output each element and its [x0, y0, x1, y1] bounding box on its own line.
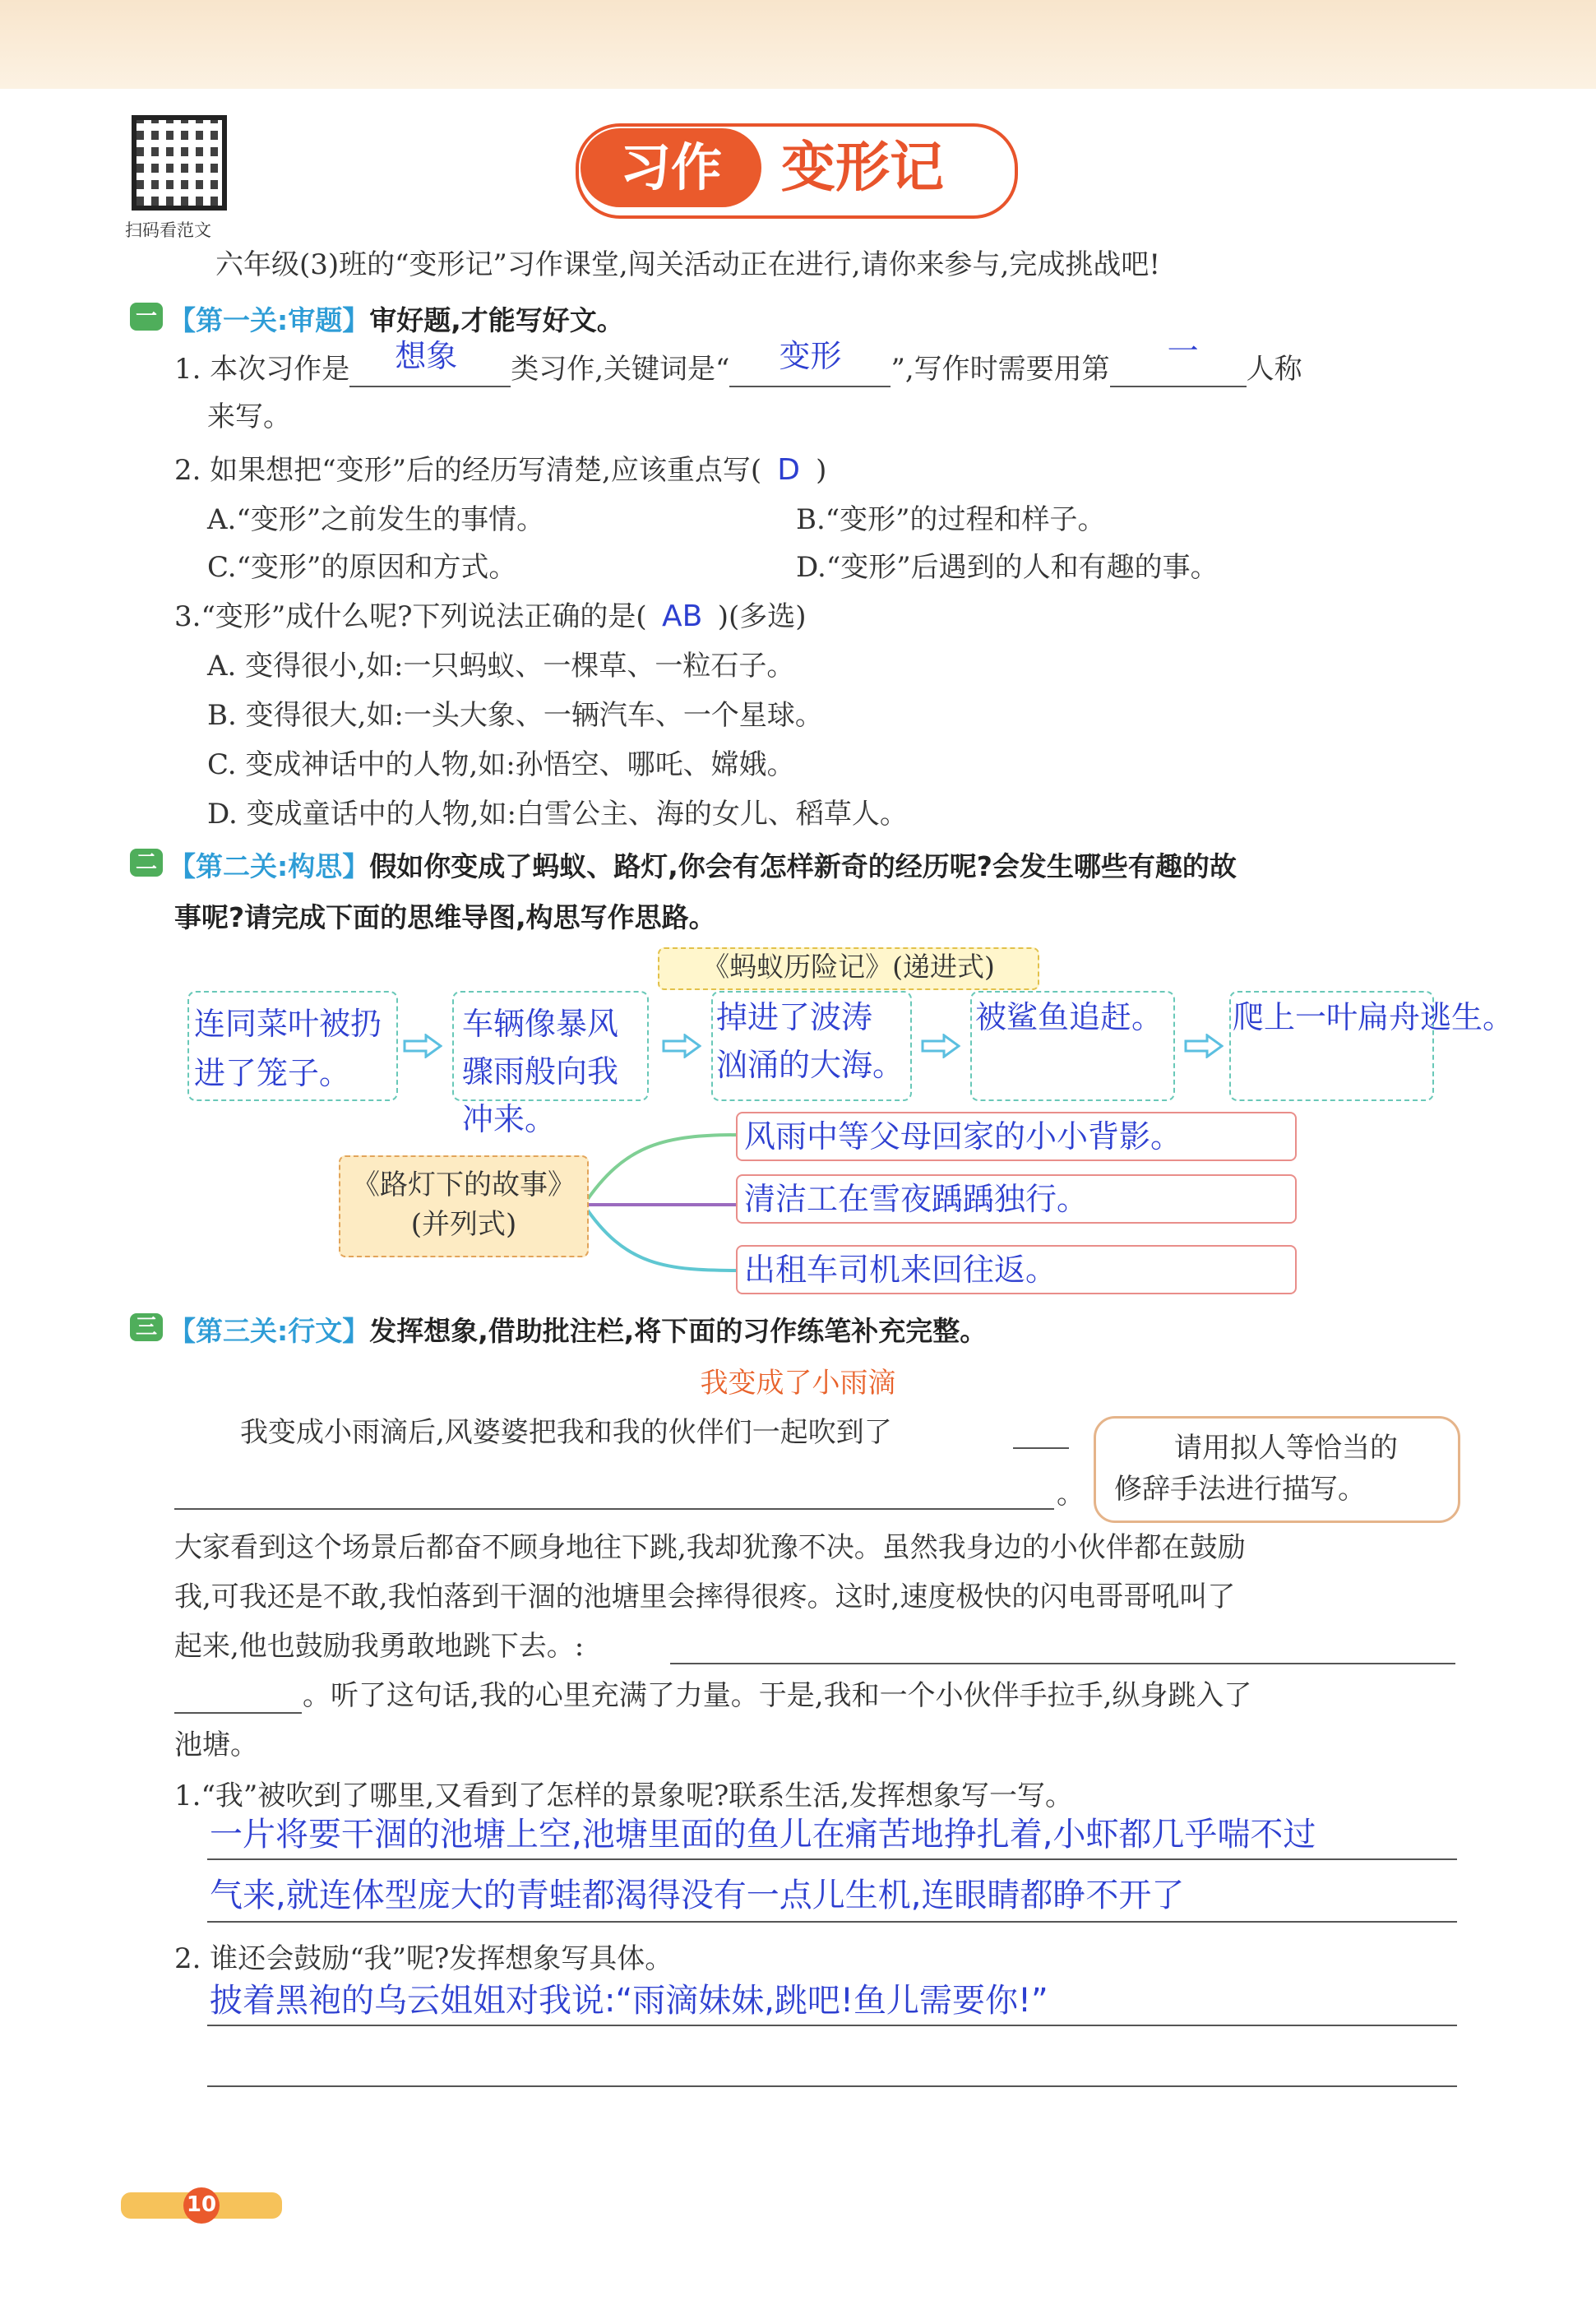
flow-box-1-line1: 连同菜叶被扔	[194, 1006, 382, 1042]
flow-box-2-line1: 车辆像暴风	[462, 1006, 619, 1042]
top-banner	[0, 0, 1596, 89]
q3-line	[174, 599, 807, 635]
page-number-badge	[119, 2187, 284, 2224]
q2-answer[interactable]: D	[777, 453, 800, 487]
comment-line-2: 修辞手法进行描写。	[1114, 1473, 1366, 1506]
q3-option-c: C. 变成神话中的人物,如:孙悟空、哪吒、嫦娥。	[207, 748, 795, 781]
q2-text: 2. 如果想把“变形”后的经历写清楚,应该重点写(	[174, 454, 762, 487]
s3-q2-rule-2[interactable]	[207, 2085, 1457, 2087]
essay-p2-line1: 大家看到这个场景后都奋不顾身地往下跳,我却犹豫不决。虽然我身边的小伙伴都在鼓励	[174, 1531, 1246, 1564]
center-node	[339, 1155, 589, 1257]
section3-tag: 【第三关:行文】	[169, 1315, 370, 1347]
flow-box-4-line1: 被鲨鱼追赶。	[975, 999, 1163, 1035]
s3-q2-answer: 披着黑袍的乌云姐姐对我说:“雨滴妹妹,跳吧!鱼儿需要你!”	[210, 1982, 1048, 2020]
comment-line-1: 请用拟人等恰当的	[1174, 1432, 1398, 1465]
title-right: 变形记	[781, 136, 944, 199]
q3-end: )(多选)	[717, 600, 807, 633]
essay-blank-1[interactable]	[1013, 1447, 1069, 1449]
s3-q1-rule-1[interactable]	[207, 1858, 1457, 1860]
essay-p1-end: 。	[1057, 1478, 1085, 1511]
essay-title: 我变成了小雨滴	[700, 1367, 896, 1400]
flow-box-2[interactable]	[452, 991, 649, 1137]
flow-box-4[interactable]	[970, 991, 1175, 1101]
q1-answer-1: 想象	[395, 338, 458, 374]
section3-text: 发挥想象,借助批注栏,将下面的习作练笔补充完整。	[369, 1315, 988, 1347]
essay-blank-2b[interactable]	[174, 1712, 302, 1714]
q3-text: 3.“变形”成什么呢?下列说法正确的是(	[174, 600, 647, 633]
flow-box-2-line3: 冲来。	[462, 1101, 557, 1137]
q1-line	[174, 333, 1302, 387]
branch-node-2[interactable]: 清洁工在雪夜踽踽独行。	[736, 1174, 1297, 1224]
q1-text-b: 类习作,关键词是“	[511, 353, 730, 386]
q2-option-a: A.“变形”之前发生的事情。	[207, 503, 545, 536]
essay-p2-line2: 我,可我还是不敢,我怕落到干涸的池塘里会摔得很疼。这时,速度极快的闪电哥哥吼叫了	[174, 1581, 1236, 1613]
branch-node-1[interactable]: 风雨中等父母回家的小小背影。	[736, 1112, 1297, 1161]
section1-text: 审好题,才能写好文。	[369, 304, 624, 336]
q1-answer-3: 一	[1167, 333, 1199, 369]
arrow-right-icon	[662, 1034, 701, 1058]
page-number: 10	[186, 2192, 217, 2217]
q1-blank-1[interactable]	[349, 338, 511, 387]
arrow-right-icon	[921, 1034, 960, 1058]
essay-p3-end: 池塘。	[174, 1729, 258, 1761]
s3-q2-rule-1[interactable]	[207, 2025, 1457, 2026]
section2-tag: 【第二关:构思】	[169, 850, 370, 882]
branch-node-3[interactable]: 出租车司机来回往返。	[736, 1245, 1297, 1294]
flow-box-1[interactable]	[187, 991, 398, 1101]
section3-heading	[169, 1310, 987, 1349]
q1-blank-2[interactable]	[729, 338, 891, 387]
section1-tag: 【第一关:审题】	[169, 304, 370, 336]
title-left: 习作	[581, 128, 761, 207]
section2-heading	[169, 845, 1237, 884]
q1-answer-2: 变形	[779, 338, 842, 374]
essay-p3: 。听了这句话,我的心里充满了力量。于是,我和一个小伙伴手拉手,纵身跳入了	[303, 1679, 1252, 1712]
center-node-subtitle: (并列式)	[410, 1208, 517, 1241]
intro-text: 六年级(3)班的“变形记”习作课堂,闯关活动正在进行,请你来参与,完成挑战吧!	[215, 248, 1161, 281]
q1-text-c: ”,写作时需要用第	[891, 353, 1110, 386]
q2-option-b: B.“变形”的过程和样子。	[796, 503, 1106, 536]
q1-text-a: 1. 本次习作是	[174, 353, 350, 386]
q3-option-b: B. 变得很大,如:一头大象、一辆汽车、一个星球。	[207, 699, 823, 732]
q3-option-d: D. 变成童话中的人物,如:白雪公主、海的女儿、稻草人。	[207, 798, 908, 831]
s3-q2: 2. 谁还会鼓励“我”呢?发挥想象写具体。	[174, 1942, 673, 1975]
essay-blank-2[interactable]	[670, 1663, 1455, 1664]
q2-option-d: D.“变形”后遇到的人和有趣的事。	[796, 551, 1219, 584]
flow-box-3-line1: 掉进了波涛	[716, 999, 873, 1035]
section1-badge: 一	[130, 303, 163, 331]
q3-option-a: A. 变得很小,如:一只蚂蚁、一棵草、一粒石子。	[207, 650, 795, 683]
qr-caption: 扫码看范文	[125, 220, 211, 240]
q2-end: )	[816, 454, 827, 487]
arrow-right-icon	[1184, 1034, 1224, 1058]
q2-option-c: C.“变形”的原因和方式。	[207, 551, 517, 584]
flow-box-1-line2: 进了笼子。	[194, 1055, 351, 1091]
q2-line	[174, 452, 826, 488]
q1-line-2: 来写。	[207, 400, 291, 433]
branch-connectors	[576, 1127, 740, 1275]
q1-text-d: 人称	[1246, 353, 1302, 386]
qr-code[interactable]	[132, 115, 227, 211]
comment-box	[1094, 1416, 1460, 1523]
section2-badge: 二	[130, 849, 163, 877]
flow-box-3[interactable]	[711, 991, 912, 1101]
s3-q1-rule-2[interactable]	[207, 1921, 1457, 1923]
q1-blank-3[interactable]	[1110, 333, 1247, 387]
q3-answer[interactable]: AB	[662, 599, 703, 633]
section3-badge: 三	[130, 1313, 163, 1341]
essay-p2-line3: 起来,他也鼓励我勇敢地跳下去。:	[174, 1630, 585, 1663]
essay-blank-1b[interactable]	[174, 1508, 1054, 1510]
flow-box-3-line2: 汹涌的大海。	[716, 1047, 904, 1083]
section2-text2: 事呢?请完成下面的思维导图,构思写作思路。	[174, 901, 716, 933]
s3-q1: 1.“我”被吹到了哪里,又看到了怎样的景象呢?联系生活,发挥想象写一写。	[174, 1780, 1074, 1812]
s3-q1-answer-line1: 一片将要干涸的池塘上空,池塘里面的鱼儿在痛苦地挣扎着,小虾都几乎喘不过	[210, 1816, 1316, 1854]
s3-q1-answer-line2: 气来,就连体型庞大的青蛙都渴得没有一点儿生机,连眼睛都睁不开了	[210, 1877, 1185, 1914]
essay-p1: 我变成小雨滴后,风婆婆把我和我的伙伴们一起吹到了	[240, 1416, 892, 1449]
flow-box-5-line1: 爬上一叶扁舟逃生。	[1233, 999, 1515, 1035]
flow-box-5[interactable]	[1229, 991, 1515, 1101]
arrow-right-icon	[403, 1034, 442, 1058]
section1-heading	[169, 299, 624, 338]
center-node-title: 《路灯下的故事》	[352, 1169, 576, 1201]
flow-box-2-line2: 骤雨般向我	[462, 1053, 619, 1090]
flow-title: 《蚂蚁历险记》(递进式)	[658, 947, 1039, 990]
section2-text1: 假如你变成了蚂蚁、路灯,你会有怎样新奇的经历呢?会发生哪些有趣的故	[369, 850, 1237, 882]
